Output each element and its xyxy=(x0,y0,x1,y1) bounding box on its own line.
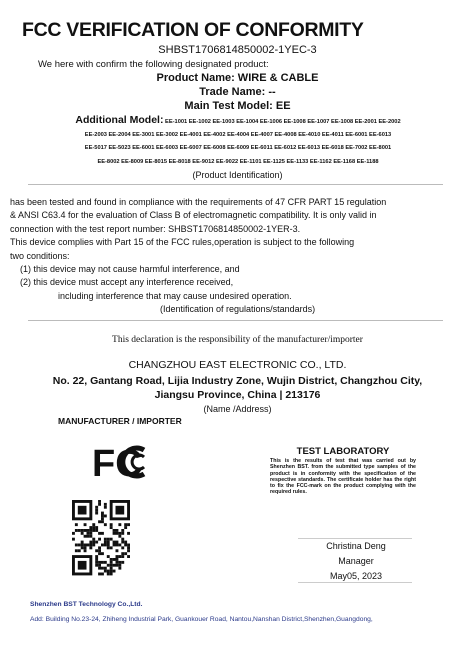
fcc-logo-icon xyxy=(90,442,150,482)
additional-model-line: EE-1001 EE-1002 EE-1003 EE-1004 EE-1006 EE-1008 EE-1007 EE-1008 EE-2001 EE-2002 xyxy=(165,119,401,125)
qr-module xyxy=(72,532,75,535)
trade-name: Trade Name: -- xyxy=(199,86,276,98)
qr-module xyxy=(110,523,113,526)
qr-module xyxy=(101,544,104,547)
qr-module xyxy=(89,544,92,547)
qr-module xyxy=(124,552,127,555)
qr-module xyxy=(113,544,116,547)
qr-module xyxy=(118,561,121,564)
qr-module xyxy=(101,552,104,555)
qr-module xyxy=(75,523,78,526)
qr-module xyxy=(113,558,116,561)
qr-module xyxy=(98,503,101,506)
confirm-statement: We here with confirm the following designated product: xyxy=(38,59,269,70)
signatory-role: Manager xyxy=(338,556,374,566)
qr-module xyxy=(124,541,127,544)
qr-module xyxy=(116,532,119,535)
qr-module xyxy=(113,529,116,532)
qr-module xyxy=(121,555,124,558)
qr-module xyxy=(121,541,124,544)
qr-module xyxy=(116,529,119,532)
qr-module xyxy=(101,517,104,520)
compliance-line: connection with the test report number: SHBST1706814850002-1YER-3. xyxy=(10,223,301,234)
qr-module xyxy=(127,523,130,526)
condition-2: (2) this device must accept any interference received, xyxy=(20,277,234,288)
qr-module xyxy=(84,544,87,547)
document-title: FCC VERIFICATION OF CONFORMITY xyxy=(22,19,364,41)
qr-module xyxy=(113,541,116,544)
qr-module xyxy=(98,538,101,541)
qr-module xyxy=(118,523,121,526)
signatory-name: Christina Deng xyxy=(326,541,386,551)
signatory-block xyxy=(300,539,412,584)
additional-model-block xyxy=(38,114,438,169)
qr-module xyxy=(121,552,124,555)
qr-module xyxy=(116,561,119,564)
compliance-statement xyxy=(10,196,462,317)
qr-module xyxy=(101,532,104,535)
qr-module xyxy=(104,503,107,506)
qr-module xyxy=(89,535,92,538)
qr-module xyxy=(104,538,107,541)
product-identification-caption: (Product Identification) xyxy=(192,170,283,180)
qr-module xyxy=(95,558,98,561)
declaration-statement: This declaration is the responsibility of the manufacturer/importer xyxy=(112,335,363,345)
qr-finder xyxy=(78,561,87,570)
additional-model-line: EE-8002 EE-8009 EE-8015 EE-8018 EE-9012 EE-9022 EE-1101 EE-1125 EE-1133 EE-1162 EE-1168 EE-1188 xyxy=(97,158,379,165)
qr-module xyxy=(81,532,84,535)
qr-module xyxy=(104,544,107,547)
qr-module xyxy=(92,538,95,541)
qr-module xyxy=(92,544,95,547)
compliance-line: This device complies with Part 15 of the FCC rules,operation is subject to the following xyxy=(10,237,355,248)
qr-module xyxy=(101,561,104,564)
qr-module xyxy=(89,541,92,544)
qr-module xyxy=(118,555,121,558)
qr-module xyxy=(127,544,130,547)
qr-module xyxy=(98,500,101,503)
qr-module xyxy=(95,526,98,529)
compliance-line: has been tested and found in compliance with the requirements of 47 CFR PART 15 regulation xyxy=(10,197,387,207)
qr-module xyxy=(104,515,107,518)
qr-module xyxy=(81,529,84,532)
qr-module xyxy=(113,532,116,535)
certificate-number: SHBST1706814850002-1YEC-3 xyxy=(158,44,317,56)
qr-module xyxy=(95,549,98,552)
qr-module xyxy=(116,558,119,561)
qr-module xyxy=(104,567,107,570)
qr-module xyxy=(95,561,98,564)
qr-module xyxy=(87,529,90,532)
qr-module xyxy=(95,555,98,558)
qr-module xyxy=(95,509,98,512)
qr-module xyxy=(107,573,110,576)
qr-module xyxy=(107,564,110,567)
footer-address: Add: Building No.23-24, Zhiheng Industrial Park, Guankouer Road, Nantou,Nanshan District,Shenzhen,Guangdong, xyxy=(30,616,373,623)
qr-module xyxy=(121,529,124,532)
qr-module xyxy=(113,564,116,567)
manufacturer-label: MANUFACTURER / IMPORTER xyxy=(58,416,182,426)
condition-2-continued: including interference that may cause undesired operation. xyxy=(58,290,292,301)
qr-module xyxy=(110,538,113,541)
signatory-date: May05, 2023 xyxy=(329,571,383,581)
qr-module xyxy=(116,541,119,544)
qr-module xyxy=(98,561,101,564)
compliance-line: & ANSI C63.4 for the evaluation of Class B of electromagnetic compatibility. It is only valid in xyxy=(10,210,377,221)
qr-module xyxy=(118,564,121,567)
qr-module xyxy=(98,546,101,549)
qr-module xyxy=(81,541,84,544)
qr-code-icon xyxy=(72,500,130,576)
qr-module xyxy=(116,564,119,567)
qr-module xyxy=(98,564,101,567)
qr-module xyxy=(78,529,81,532)
qr-module xyxy=(110,526,113,529)
qr-module xyxy=(95,564,98,567)
qr-module xyxy=(116,555,119,558)
qr-module xyxy=(98,567,101,570)
qr-module xyxy=(107,546,110,549)
qr-module xyxy=(92,529,95,532)
additional-model-line: EE-5017 EE-5023 EE-6001 EE-6003 EE-6007 EE-6008 EE-6009 EE-6011 EE-6012 EE-6013 EE-6018 EE-7002 EE-8001 xyxy=(84,145,392,152)
qr-module xyxy=(84,523,87,526)
qr-module xyxy=(127,546,130,549)
qr-module xyxy=(101,567,104,570)
divider xyxy=(28,320,443,321)
qr-module xyxy=(87,535,90,538)
qr-module xyxy=(107,541,110,544)
qr-module xyxy=(121,561,124,564)
company-address xyxy=(0,374,475,402)
additional-model-line: EE-2003 EE-2004 EE-3001 EE-3002 EE-4001 EE-4002 EE-4004 EE-4007 EE-4008 EE-4010 EE-4011 EE-6001 EE-6013 xyxy=(84,132,392,139)
qr-module xyxy=(110,561,113,564)
qr-module xyxy=(127,549,130,552)
qr-finder xyxy=(116,506,125,515)
qr-module xyxy=(104,506,107,509)
qr-module xyxy=(75,529,78,532)
qr-module xyxy=(78,544,81,547)
regulations-caption: (Identification of regulations/standards) xyxy=(160,304,316,315)
qr-module xyxy=(124,526,127,529)
main-test-model: Main Test Model: EE xyxy=(184,100,291,112)
qr-module xyxy=(107,544,110,547)
qr-module xyxy=(75,544,78,547)
qr-module xyxy=(75,549,78,552)
qr-module xyxy=(116,544,119,547)
qr-module xyxy=(107,570,110,573)
qr-module xyxy=(84,549,87,552)
qr-module xyxy=(87,544,90,547)
address-line: Jiangsu Province, China | 213176 xyxy=(154,389,321,401)
qr-module xyxy=(95,541,98,544)
fcc-logo-text: FC xyxy=(92,443,143,482)
qr-module xyxy=(72,538,75,541)
qr-module xyxy=(107,538,110,541)
qr-module xyxy=(127,532,130,535)
company-name: CHANGZHOU EAST ELECTRONIC CO., LTD. xyxy=(128,359,347,371)
qr-module xyxy=(84,546,87,549)
qr-module xyxy=(110,564,113,567)
qr-module xyxy=(92,523,95,526)
qr-module xyxy=(98,520,101,523)
additional-model-label: Additional Model: xyxy=(75,114,164,126)
qr-module xyxy=(124,544,127,547)
qr-module xyxy=(118,544,121,547)
qr-module xyxy=(101,512,104,515)
name-address-caption: (Name /Address) xyxy=(203,404,272,414)
qr-module xyxy=(121,538,124,541)
qr-module xyxy=(121,532,124,535)
qr-module xyxy=(116,549,119,552)
qr-module xyxy=(81,544,84,547)
qr-module xyxy=(104,541,107,544)
qr-module xyxy=(98,552,101,555)
condition-1: (1) this device may not cause harmful interference, and xyxy=(20,264,240,275)
qr-module xyxy=(101,515,104,518)
test-laboratory-title: TEST LABORATORY xyxy=(296,446,390,457)
qr-module xyxy=(89,532,92,535)
qr-module xyxy=(118,535,121,538)
qr-module xyxy=(118,567,121,570)
qr-module xyxy=(107,555,110,558)
qr-module xyxy=(110,558,113,561)
qr-module xyxy=(104,523,107,526)
test-laboratory-text: This is the results of test that was carried out by Shenzhen BST. from the submitted type samples of the product is in conformity with the specification of the respective standards. The certificate holder has the right to fix the FCC-mark on the product complying with the required rules. xyxy=(270,458,416,496)
qr-module xyxy=(84,535,87,538)
qr-module xyxy=(110,570,113,573)
qr-module xyxy=(95,506,98,509)
qr-module xyxy=(101,520,104,523)
qr-module xyxy=(92,526,95,529)
qr-module xyxy=(95,529,98,532)
signature-divider xyxy=(298,582,412,583)
divider xyxy=(28,184,443,185)
qr-module xyxy=(95,512,98,515)
qr-module xyxy=(118,532,121,535)
qr-module xyxy=(101,573,104,576)
qr-module xyxy=(98,573,101,576)
qr-module xyxy=(98,532,101,535)
qr-module xyxy=(84,529,87,532)
qr-module xyxy=(124,523,127,526)
qr-module xyxy=(113,570,116,573)
qr-module xyxy=(78,549,81,552)
qr-module xyxy=(81,546,84,549)
qr-module xyxy=(104,570,107,573)
qr-module xyxy=(104,561,107,564)
qr-module xyxy=(92,541,95,544)
compliance-line: two conditions: xyxy=(10,250,70,261)
qr-module xyxy=(89,526,92,529)
qr-module xyxy=(110,573,113,576)
qr-module xyxy=(89,546,92,549)
qr-module xyxy=(110,567,113,570)
qr-finder xyxy=(78,506,87,515)
qr-module xyxy=(127,555,130,558)
qr-module xyxy=(98,549,101,552)
product-name: Product Name: WIRE & CABLE xyxy=(156,72,319,84)
footer-company: Shenzhen BST Technology Co.,Ltd. xyxy=(30,601,143,608)
qr-module xyxy=(121,546,124,549)
qr-module xyxy=(89,529,92,532)
qr-module xyxy=(110,546,113,549)
address-line: No. 22, Gantang Road, Lijia Industry Zone, Wujin District, Changzhou City, xyxy=(52,375,423,387)
qr-module xyxy=(87,532,90,535)
